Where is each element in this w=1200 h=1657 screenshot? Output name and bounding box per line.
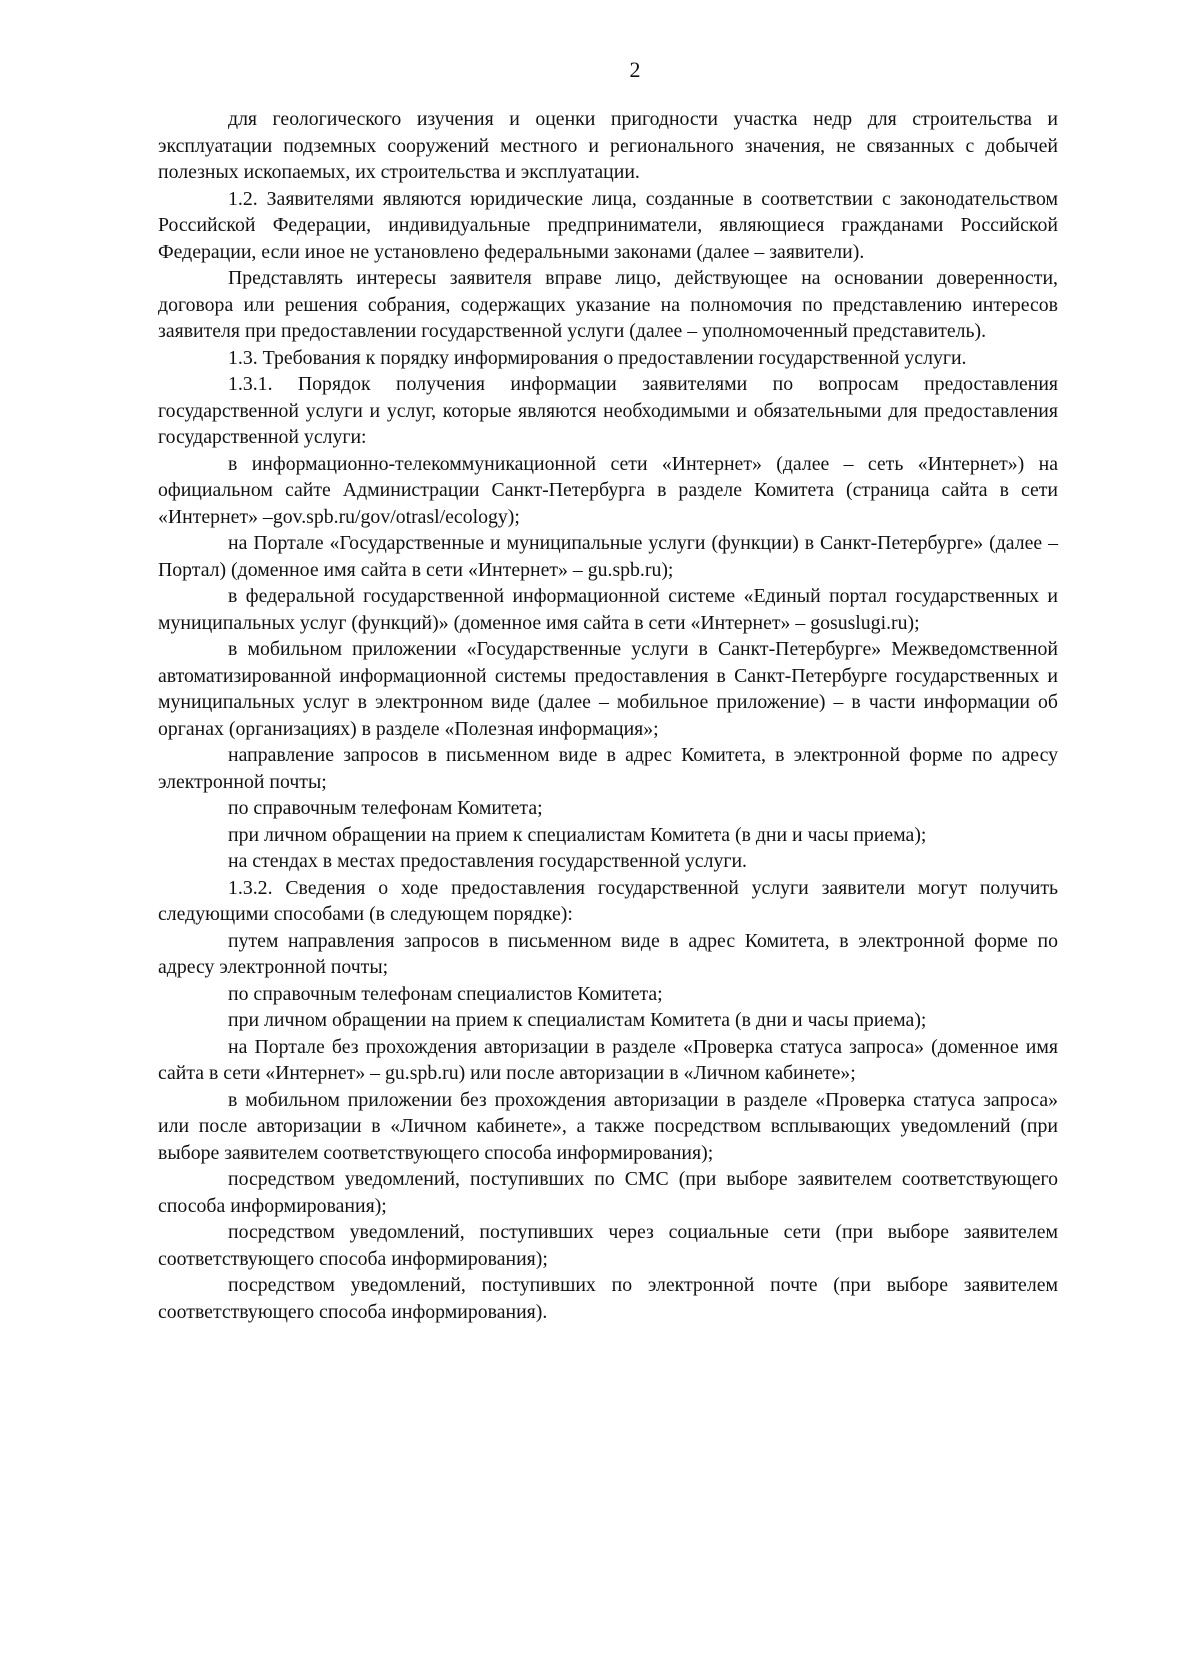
list-item-internet: в информационно-телекоммуникационной сети «Интернет» (далее – сеть «Интернет») на официальном сайте Администрации Санкт-Петербурга в разделе Комитета (страница сайта в сети «Интернет» –gov.spb.ru/gov/otrasl/ecology); [158,452,1058,528]
paragraph-1-3: 1.3. Требования к порядку информирования о предоставлении государственной услуги. [228,346,967,369]
status-item-social: посредством уведомлений, поступивших через социальные сети (при выборе заявителем соответствующего способа информирования); [158,1221,1058,1270]
list-item-portal: на Портале «Государственные и муниципальные услуги (функции) в Санкт-Петербурге» (далее – Портал) (доменное имя сайта в сети «Интернет» – gu.spb.ru); [158,532,1058,581]
status-item-personal-visit: при личном обращении на прием к специалистам Комитета (в дни и часы приема); [228,1009,927,1031]
paragraph-1-2: 1.2. Заявителями являются юридические лица, созданные в соответствии с законодательством Российской Федерации, индивидуальные предприниматели, являющиеся гражданами Российской Федерации, если иное не установлено федеральными законами (далее – заявители). [158,187,1058,263]
document-body [158,106,1058,1325]
paragraph-intro-continuation: для геологического изучения и оценки пригодности участка недр для строительства и эксплуатации подземных сооружений местного и регионального значения, не связанных с добычей полезных ископаемых, их строительства и эксплуатации. [158,108,1058,183]
list-item-mobile-app: в мобильном приложении «Государственные услуги в Санкт-Петербурге» Межведомственной автоматизированной информационной системы предоставления в Санкт-Петербурге государственных и муниципальных услуг в электронном виде (далее – мобильное приложение) – в части информации об органах (организациях) в разделе «Полезная информация»; [158,638,1058,740]
status-item-phones: по справочным телефонам специалистов Комитета; [228,982,663,1005]
status-item-portal: на Портале без прохождения авторизации в разделе «Проверка статуса запроса» (доменное имя сайта в сети «Интернет» – gu.spb.ru) или после авторизации в «Личном кабинете»; [158,1035,1058,1084]
status-item-email: посредством уведомлений, поступивших по электронной почте (при выборе заявителем соответствующего способа информирования). [158,1274,1058,1323]
list-item-stands: на стендах в местах предоставления государственной услуги. [228,850,747,872]
list-item-phones: по справочным телефонам Комитета; [228,797,543,819]
list-item-gosuslugi: в федеральной государственной информационной системе «Единый портал государственных и муниципальных услуг (функций)» (доменное имя сайта в сети «Интернет» – gosuslugi.ru); [158,585,1058,634]
status-item-mobile-app: в мобильном приложении без прохождения авторизации в разделе «Проверка статуса запроса» или после авторизации в «Личном кабинете», а также посредством всплывающих уведомлений (при выборе заявителем соответствующего способа информирования); [158,1088,1058,1164]
list-item-personal-visit: при личном обращении на прием к специалистам Комитета (в дни и часы приема); [228,823,927,846]
paragraph-1-3-1: 1.3.1. Порядок получения информации заявителями по вопросам предоставления государственной услуги и услуг, которые являются необходимыми и обязательными для предоставления государственной услуги: [158,373,1058,448]
status-item-written-requests: путем направления запросов в письменном виде в адрес Комитета, в электронной форме по адресу электронной почты; [158,929,1058,978]
paragraph-1-3-2: 1.3.2. Сведения о ходе предоставления государственной услуги заявители могут получить следующими способами (в следующем порядке): [158,876,1058,925]
page-number: 2 [629,57,641,82]
list-item-written-requests: направление запросов в письменном виде в адрес Комитета, в электронной форме по адресу электронной почты; [158,744,1058,793]
status-item-sms: посредством уведомлений, поступивших по СМС (при выборе заявителем соответствующего способа информирования); [158,1168,1058,1217]
paragraph-representative: Представлять интересы заявителя вправе лицо, действующее на основании доверенности, договора или решения собрания, содержащих указание на полномочия по представлению интересов заявителя при предоставлении государственной услуги (далее – уполномоченный представитель). [158,267,1058,342]
